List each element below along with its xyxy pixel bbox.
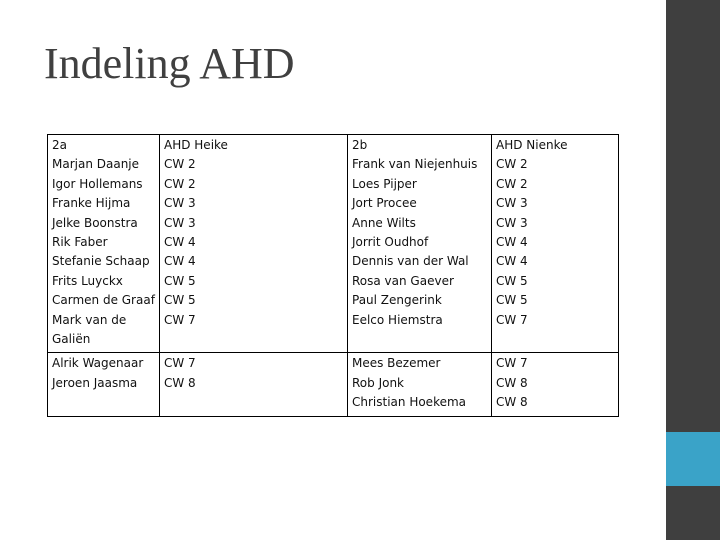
table-cell bbox=[160, 353, 348, 416]
cell-line: CW 4 bbox=[164, 254, 196, 269]
cell-line: CW 3 bbox=[164, 215, 196, 230]
cell-line: Carmen de Graaf bbox=[52, 293, 155, 308]
table-row bbox=[48, 353, 619, 416]
cell-line: Rob Jonk bbox=[352, 375, 405, 390]
cell-line: CW 3 bbox=[496, 196, 528, 211]
cell-line: Galiën bbox=[52, 332, 91, 347]
cell-line: Frank van Niejenhuis bbox=[352, 157, 478, 172]
indeling-table bbox=[47, 134, 619, 417]
cell-line: Igor Hollemans bbox=[52, 176, 143, 191]
table-row bbox=[48, 135, 619, 353]
cell-line: CW 4 bbox=[496, 235, 528, 250]
cell-line: CW 5 bbox=[164, 273, 196, 288]
table-cell bbox=[48, 135, 160, 353]
cell-line: 2b bbox=[352, 138, 368, 152]
cell-line: Stefanie Schaap bbox=[52, 254, 150, 269]
cell-line: CW 8 bbox=[496, 395, 528, 410]
slide-title: Indeling AHD bbox=[44, 39, 295, 88]
cell-line: CW 4 bbox=[496, 254, 528, 269]
cell-line: Mark van de bbox=[52, 312, 127, 327]
cell-line: Marjan Daanje bbox=[52, 157, 140, 172]
cell-line: Rosa van Gaever bbox=[352, 273, 454, 288]
cell-line: Jort Procee bbox=[352, 196, 417, 211]
cell-line: Rik Faber bbox=[52, 235, 108, 250]
cell-line: Jeroen Jaasma bbox=[52, 375, 138, 390]
cell-line: CW 3 bbox=[496, 215, 528, 230]
cell-line: CW 4 bbox=[164, 235, 196, 250]
cell-line: Loes Pijper bbox=[352, 176, 417, 191]
cell-line: CW 3 bbox=[164, 196, 196, 211]
cell-line: CW 7 bbox=[164, 312, 196, 327]
table-cell bbox=[348, 353, 492, 416]
cell-line: AHD Heike bbox=[164, 138, 228, 152]
cell-line: CW 2 bbox=[164, 157, 196, 172]
table-cell bbox=[348, 135, 492, 353]
cell-line: CW 8 bbox=[496, 375, 528, 390]
table-cell bbox=[492, 353, 619, 416]
sidebar-accent-square bbox=[666, 432, 720, 486]
cell-line: CW 5 bbox=[496, 293, 528, 308]
cell-line: CW 7 bbox=[496, 312, 528, 327]
cell-line: Franke Hijma bbox=[52, 196, 131, 211]
cell-line: CW 8 bbox=[164, 375, 196, 390]
cell-line: Dennis van der Wal bbox=[352, 254, 469, 269]
cell-line: AHD Nienke bbox=[496, 138, 568, 152]
cell-line: Paul Zengerink bbox=[352, 293, 442, 308]
table-cell bbox=[160, 135, 348, 353]
cell-line: CW 5 bbox=[164, 293, 196, 308]
table-cell bbox=[492, 135, 619, 353]
cell-line: CW 2 bbox=[496, 176, 528, 191]
cell-line: Mees Bezemer bbox=[352, 356, 441, 371]
cell-line: CW 2 bbox=[164, 176, 196, 191]
cell-line: Eelco Hiemstra bbox=[352, 312, 443, 327]
cell-line: CW 7 bbox=[496, 356, 528, 371]
cell-line: CW 5 bbox=[496, 273, 528, 288]
cell-line: CW 7 bbox=[164, 356, 196, 371]
cell-line: Frits Luyckx bbox=[52, 273, 123, 288]
cell-line: Jelke Boonstra bbox=[52, 215, 138, 230]
table-cell bbox=[48, 353, 160, 416]
cell-line: 2a bbox=[52, 138, 67, 152]
cell-line: Anne Wilts bbox=[352, 215, 416, 230]
cell-line: CW 2 bbox=[496, 157, 528, 172]
cell-line: Jorrit Oudhof bbox=[352, 235, 429, 250]
cell-line: Christian Hoekema bbox=[352, 395, 467, 410]
cell-line: Alrik Wagenaar bbox=[52, 356, 144, 371]
